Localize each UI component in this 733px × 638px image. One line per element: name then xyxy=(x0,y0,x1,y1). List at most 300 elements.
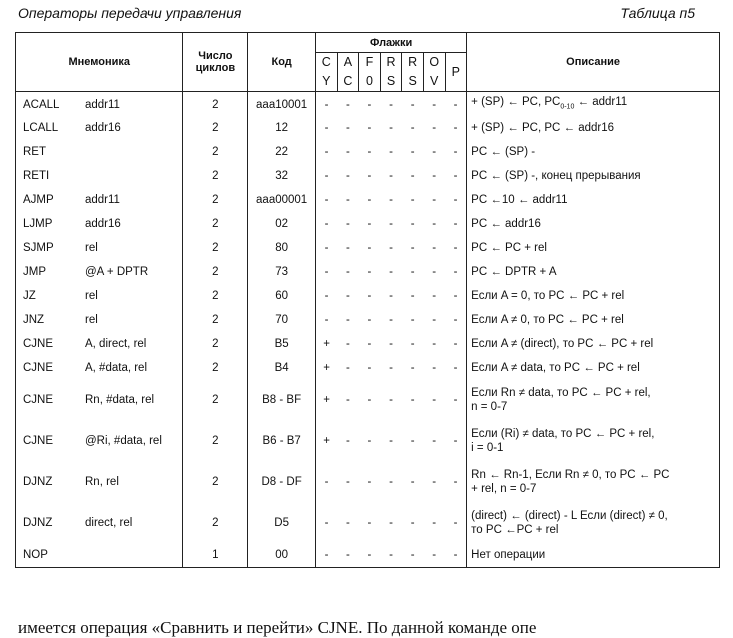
flag-cell: - xyxy=(367,394,372,406)
description-text: + (SP) ← PC, PC ← addr16 xyxy=(471,121,615,134)
flag-cell: - xyxy=(345,313,350,326)
flag-cell: - xyxy=(445,356,467,380)
operands: A, direct, rel xyxy=(85,337,147,350)
header-flag-3 xyxy=(380,53,402,92)
flag-cell: + xyxy=(316,356,338,380)
cycles-cell: 2 xyxy=(183,421,248,462)
flag-cell: - xyxy=(345,193,350,206)
flag-cell: - xyxy=(389,241,393,254)
flag-cell: - xyxy=(389,517,393,529)
flag-cell: - xyxy=(445,140,467,164)
description-cell xyxy=(467,356,720,380)
header-flags: Флажки xyxy=(316,33,467,53)
table-row xyxy=(16,164,720,188)
cycles-cell: 2 xyxy=(183,236,248,260)
cycles-cell: 2 xyxy=(183,164,248,188)
description-cell xyxy=(467,332,720,356)
flag-cell: - xyxy=(410,193,415,206)
flag-cell: - xyxy=(367,476,372,488)
mnemonic-cell xyxy=(16,332,183,356)
flag-cell: - xyxy=(367,337,372,350)
mnemonic-cell xyxy=(16,260,183,284)
description-line xyxy=(471,427,719,441)
flag-cell: - xyxy=(389,98,393,111)
table-row xyxy=(16,356,720,380)
flag-cell: - xyxy=(432,98,437,111)
opcode-name: CJNE xyxy=(23,337,54,350)
description-text: Rn ← Rn-1, Если Rn ≠ 0, то PC ← PC xyxy=(471,469,670,481)
code-cell: aaa00001 xyxy=(248,188,316,212)
cycles-cell: 2 xyxy=(183,332,248,356)
flag-cell: - xyxy=(389,394,393,406)
description-text: (direct) ← (direct) - L Если (direct) ≠ 0, xyxy=(471,510,668,522)
header-cycles: Число циклов xyxy=(183,33,248,92)
header-mnemonic: Мнемоника xyxy=(16,33,183,92)
flag-cell: - xyxy=(432,121,437,134)
mnemonic-cell xyxy=(16,421,183,462)
table-row xyxy=(16,462,720,503)
header-flag-1 xyxy=(337,53,359,92)
operands: addr16 xyxy=(85,121,121,134)
flag-letter-bottom: S xyxy=(386,74,396,88)
flag-cell: - xyxy=(445,92,467,116)
table-row xyxy=(16,421,720,462)
flag-cell: - xyxy=(345,265,350,278)
description-line-2: + rel, n = 0-7 xyxy=(471,483,537,495)
opcode-name: RETI xyxy=(23,169,50,182)
description-text: Нет операции xyxy=(471,549,546,562)
flag-cell: - xyxy=(445,236,467,260)
description-cell xyxy=(467,188,720,212)
mnemonic-cell xyxy=(16,462,183,503)
operands: Rn, #data, rel xyxy=(85,394,155,406)
flag-cell: + xyxy=(316,332,338,356)
flag-cell: - xyxy=(345,435,350,447)
flag-cell: - xyxy=(423,544,445,568)
code-cell: 22 xyxy=(248,140,316,164)
description-line xyxy=(471,386,719,400)
description-text: PC ← PC + rel xyxy=(471,241,547,254)
mnemonic-cell xyxy=(16,116,183,140)
flag-cell: - xyxy=(316,92,338,116)
cycles-cell: 2 xyxy=(183,503,248,544)
flag-cell: + xyxy=(316,380,338,421)
table-row xyxy=(16,308,720,332)
opcode-name: LCALL xyxy=(23,121,59,134)
table-row xyxy=(16,503,720,544)
description-text: PC ← (SP) -, конец прерывания xyxy=(471,169,641,182)
description-line-2: то PC ←PC + rel xyxy=(471,524,559,536)
mnemonic-cell xyxy=(16,380,183,421)
cycles-cell: 2 xyxy=(183,212,248,236)
flag-cell: - xyxy=(432,145,437,158)
flag-cell: - xyxy=(432,289,437,302)
description-cell xyxy=(467,284,720,308)
flag-cell: - xyxy=(445,462,467,503)
description-text: PC ← addr16 xyxy=(471,217,541,230)
flag-cell: - xyxy=(410,241,415,254)
flag-cell: - xyxy=(345,121,350,134)
description-cell xyxy=(467,236,720,260)
description-cell xyxy=(467,92,720,116)
opcode-name: JMP xyxy=(23,265,46,278)
cycles-cell: 2 xyxy=(183,140,248,164)
flag-cell: - xyxy=(345,98,350,111)
flag-cell: - xyxy=(445,164,467,188)
code-cell: 73 xyxy=(248,260,316,284)
opcode-name: JNZ xyxy=(23,313,45,326)
flag-cell: - xyxy=(432,169,437,182)
table-caption-title: Операторы передачи управления xyxy=(18,5,242,21)
flag-cell: - xyxy=(389,217,393,230)
control-transfer-operators-table xyxy=(15,32,720,568)
description-line xyxy=(471,468,719,482)
description-line xyxy=(471,217,719,231)
description-text: PC ← (SP) - xyxy=(471,145,536,158)
flag-cell: - xyxy=(445,188,467,212)
table-row xyxy=(16,140,720,164)
code-cell: 32 xyxy=(248,164,316,188)
description-line xyxy=(471,313,719,327)
flag-cell: - xyxy=(389,169,393,182)
flag-cell: - xyxy=(345,241,350,254)
code-cell: D8 - DF xyxy=(248,462,316,503)
code-cell: D5 xyxy=(248,503,316,544)
description-line xyxy=(471,145,719,159)
code-cell: B4 xyxy=(248,356,316,380)
flag-cell: - xyxy=(410,337,415,350)
cycles-cell: 2 xyxy=(183,462,248,503)
description-cell xyxy=(467,212,720,236)
opcode-name: ACALL xyxy=(23,98,60,111)
flag-cell: - xyxy=(345,169,350,182)
mnemonic-cell xyxy=(16,188,183,212)
flag-cell: - xyxy=(345,517,350,529)
flag-cell: + xyxy=(316,421,338,462)
description-line xyxy=(471,95,719,114)
description-text: Если Rn ≠ data, то PC ← PC + rel, xyxy=(471,387,651,399)
mnemonic-cell xyxy=(16,503,183,544)
description-subscript: 0-10 xyxy=(560,103,575,111)
flag-cell: - xyxy=(345,145,350,158)
flag-cell: - xyxy=(389,289,393,302)
code-cell: 12 xyxy=(248,116,316,140)
description-cell xyxy=(467,380,720,421)
flag-cell: - xyxy=(432,193,437,206)
flag-cell: - xyxy=(367,517,372,529)
flag-cell: - xyxy=(345,361,350,374)
operands: @A + DPTR xyxy=(85,265,149,278)
description-cell xyxy=(467,116,720,140)
code-cell: B5 xyxy=(248,332,316,356)
flag-cell: - xyxy=(367,241,372,254)
description-line xyxy=(471,509,719,523)
flag-cell: - xyxy=(410,361,415,374)
flag-cell: - xyxy=(389,265,393,278)
description-text: PC ←10 ← addr11 xyxy=(471,193,568,206)
flag-cell: - xyxy=(367,435,372,447)
table-row xyxy=(16,544,720,568)
flag-cell: - xyxy=(367,169,372,182)
flag-cell: - xyxy=(316,188,338,212)
header-flag-2 xyxy=(359,53,381,92)
operands: addr11 xyxy=(85,193,120,206)
body-text-continuation: имеется операция «Сравнить и перейти» CJNE. По данной команде опе xyxy=(18,618,537,637)
opcode-name: NOP xyxy=(23,549,48,562)
flag-cell: - xyxy=(367,98,372,111)
mnemonic-cell xyxy=(16,284,183,308)
flag-cell: - xyxy=(316,116,338,140)
flag-cell: - xyxy=(316,284,338,308)
description-text: Если A = 0, то PC ← PC + rel xyxy=(471,289,625,302)
opcode-name: DJNZ xyxy=(23,476,53,488)
mnemonic-cell xyxy=(16,544,183,568)
description-line xyxy=(471,289,719,303)
flag-cell: - xyxy=(432,313,437,326)
flag-cell: - xyxy=(445,332,467,356)
operands: @Ri, #data, rel xyxy=(85,435,162,447)
description-text: Если A ≠ 0, то PC ← PC + rel xyxy=(471,313,624,326)
opcode-name: RET xyxy=(23,145,46,158)
flag-cell: - xyxy=(432,435,437,447)
code-cell: 00 xyxy=(248,544,316,568)
table-row xyxy=(16,236,720,260)
flag-cell: - xyxy=(345,337,350,350)
flag-cell: - xyxy=(445,380,467,421)
header-flag-0 xyxy=(316,53,338,92)
opcode-name: DJNZ xyxy=(23,517,53,529)
flag-cell: - xyxy=(316,544,338,568)
table-row xyxy=(16,116,720,140)
flag-cell: - xyxy=(410,394,415,406)
operands: addr16 xyxy=(85,217,121,230)
operands: rel xyxy=(85,241,98,254)
flag-cell: - xyxy=(402,544,424,568)
cycles-cell: 1 xyxy=(183,544,248,568)
opcode-name: CJNE xyxy=(23,361,54,374)
flag-letter-top: P xyxy=(451,64,460,79)
code-cell: 60 xyxy=(248,284,316,308)
flag-cell: - xyxy=(345,476,350,488)
description-line xyxy=(471,337,719,351)
flag-cell: - xyxy=(389,193,393,206)
flag-cell: - xyxy=(432,337,437,350)
flag-cell: - xyxy=(345,217,350,230)
table-row xyxy=(16,284,720,308)
flag-cell: - xyxy=(445,260,467,284)
flag-cell: - xyxy=(380,544,402,568)
opcode-name: CJNE xyxy=(23,435,54,447)
flag-letter-top: O xyxy=(429,55,440,69)
table-row xyxy=(16,380,720,421)
flag-cell: - xyxy=(367,313,372,326)
flag-cell: - xyxy=(410,435,415,447)
description-text: Если A ≠ (direct), то PC ← PC + rel xyxy=(471,337,654,350)
cycles-cell: 2 xyxy=(183,92,248,116)
flag-cell: - xyxy=(410,98,415,111)
flag-letter-top: C xyxy=(321,55,331,69)
flag-cell: - xyxy=(337,544,359,568)
operands: A, #data, rel xyxy=(85,361,148,374)
cycles-cell: 2 xyxy=(183,356,248,380)
flag-cell: - xyxy=(389,313,393,326)
description-cell xyxy=(467,140,720,164)
mnemonic-cell xyxy=(16,140,183,164)
flag-cell: - xyxy=(316,164,338,188)
flag-cell: - xyxy=(445,503,467,544)
description-line xyxy=(471,361,719,375)
opcode-name: CJNE xyxy=(23,394,54,406)
mnemonic-cell xyxy=(16,308,183,332)
code-cell: 70 xyxy=(248,308,316,332)
flag-letter-top: R xyxy=(408,55,418,69)
flag-letter-bottom: C xyxy=(343,74,353,88)
description-cell xyxy=(467,544,720,568)
header-flag-4 xyxy=(402,53,424,92)
description-cell xyxy=(467,503,720,544)
operands: Rn, rel xyxy=(85,476,119,488)
description-text: + (SP) ← PC, PC xyxy=(471,96,561,109)
cycles-cell: 2 xyxy=(183,284,248,308)
mnemonic-cell xyxy=(16,92,183,116)
flag-cell: - xyxy=(432,517,437,529)
flag-letter-bottom: S xyxy=(408,74,417,88)
flag-cell: - xyxy=(367,193,372,206)
description-cell xyxy=(467,164,720,188)
flag-cell: - xyxy=(432,361,437,374)
description-line xyxy=(471,548,719,562)
flag-cell: - xyxy=(445,544,467,568)
cycles-cell: 2 xyxy=(183,260,248,284)
flag-cell: - xyxy=(389,337,393,350)
flag-cell: - xyxy=(410,476,415,488)
flag-cell: - xyxy=(410,517,415,529)
flag-letter-top: A xyxy=(343,55,353,69)
header-flag-6 xyxy=(445,53,467,92)
flag-cell: - xyxy=(445,212,467,236)
flag-cell: - xyxy=(432,217,437,230)
table-row xyxy=(16,92,720,116)
flag-cell: - xyxy=(389,121,393,134)
description-line xyxy=(471,265,719,279)
table-row xyxy=(16,260,720,284)
description-cell xyxy=(467,260,720,284)
flag-cell: - xyxy=(432,476,437,488)
flag-cell: - xyxy=(410,145,415,158)
operands: rel xyxy=(85,289,98,302)
flag-cell: - xyxy=(389,361,393,374)
opcode-name: JZ xyxy=(23,289,36,302)
description-line-2: n = 0-7 xyxy=(471,401,508,413)
description-text: Если (Ri) ≠ data, то PC ← PC + rel, xyxy=(471,428,655,440)
description-line xyxy=(471,193,719,207)
cycles-cell: 2 xyxy=(183,308,248,332)
flag-cell: - xyxy=(445,421,467,462)
cycles-cell: 2 xyxy=(183,188,248,212)
header-code: Код xyxy=(248,33,316,92)
operands: direct, rel xyxy=(85,517,133,529)
flag-cell: - xyxy=(410,313,415,326)
flag-letter-top: F xyxy=(365,55,374,69)
cycles-cell: 2 xyxy=(183,380,248,421)
description-cell xyxy=(467,462,720,503)
flag-cell: - xyxy=(316,236,338,260)
mnemonic-cell xyxy=(16,236,183,260)
code-cell: 80 xyxy=(248,236,316,260)
flag-cell: - xyxy=(432,241,437,254)
flag-cell: - xyxy=(367,145,372,158)
operands: rel xyxy=(85,313,98,326)
description-text: PC ← DPTR + A xyxy=(471,265,557,278)
flag-cell: - xyxy=(410,217,415,230)
flag-cell: - xyxy=(432,394,437,406)
description-text: Если A ≠ data, то PC ← PC + rel xyxy=(471,361,640,374)
header-flag-5 xyxy=(423,53,445,92)
mnemonic-cell xyxy=(16,356,183,380)
flag-cell: - xyxy=(410,289,415,302)
flag-cell: - xyxy=(410,265,415,278)
flag-cell: - xyxy=(316,260,338,284)
flag-cell: - xyxy=(316,308,338,332)
flag-cell: - xyxy=(316,140,338,164)
flag-cell: - xyxy=(445,308,467,332)
flag-cell: - xyxy=(367,121,372,134)
flag-cell: - xyxy=(316,503,338,544)
flag-letter-top: R xyxy=(386,55,396,69)
code-cell: B6 - B7 xyxy=(248,421,316,462)
flag-cell: - xyxy=(367,217,372,230)
code-cell: 02 xyxy=(248,212,316,236)
description-text-continued: ← addr11 xyxy=(574,96,628,109)
flag-letter-bottom: V xyxy=(430,74,439,88)
code-cell: aaa10001 xyxy=(248,92,316,116)
flag-cell: - xyxy=(445,284,467,308)
description-line xyxy=(471,121,719,135)
description-cell xyxy=(467,308,720,332)
flag-cell: - xyxy=(445,116,467,140)
description-line xyxy=(471,169,719,183)
table-number: Таблица п5 xyxy=(620,5,695,21)
flag-cell: - xyxy=(367,361,372,374)
table-row xyxy=(16,332,720,356)
flag-cell: - xyxy=(367,265,372,278)
flag-cell: - xyxy=(389,145,393,158)
header-description: Описание xyxy=(467,33,720,92)
opcode-name: LJMP xyxy=(23,217,53,230)
flag-cell: - xyxy=(316,462,338,503)
cycles-cell: 2 xyxy=(183,116,248,140)
description-line xyxy=(471,241,719,255)
flag-letter-bottom: Y xyxy=(322,74,331,88)
flag-cell: - xyxy=(389,435,393,447)
operands: addr11 xyxy=(85,98,120,111)
flag-cell: - xyxy=(316,212,338,236)
flag-cell: - xyxy=(345,289,350,302)
table-row xyxy=(16,212,720,236)
flag-cell: - xyxy=(359,544,381,568)
flag-letter-bottom: 0 xyxy=(366,74,373,88)
description-line-2: i = 0-1 xyxy=(471,442,504,454)
mnemonic-cell xyxy=(16,164,183,188)
opcode-name: SJMP xyxy=(23,241,54,254)
code-cell: B8 - BF xyxy=(248,380,316,421)
flag-cell: - xyxy=(432,265,437,278)
flag-cell: - xyxy=(389,476,393,488)
flag-cell: - xyxy=(345,394,350,406)
description-cell xyxy=(467,421,720,462)
table-row xyxy=(16,188,720,212)
flag-cell: - xyxy=(367,289,372,302)
